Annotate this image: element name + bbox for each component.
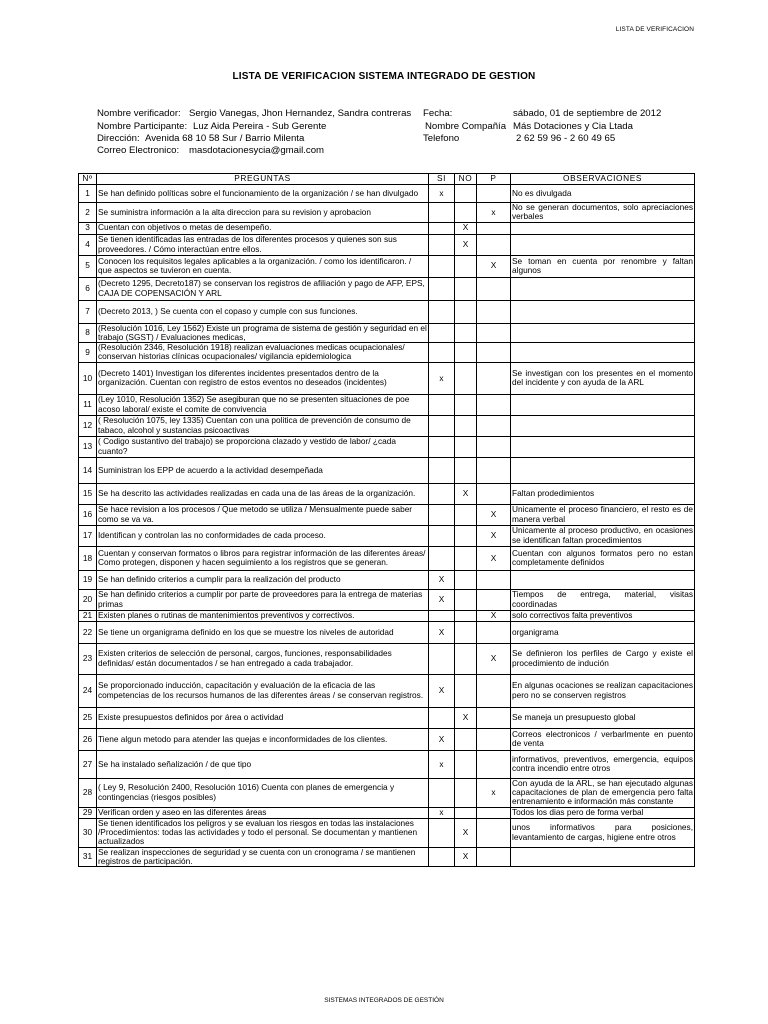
p-cell bbox=[477, 750, 511, 778]
header-no: NO bbox=[455, 174, 477, 185]
si-cell: x bbox=[429, 362, 455, 394]
no-cell bbox=[455, 589, 477, 610]
si-cell bbox=[429, 300, 455, 323]
header-p: P bbox=[477, 174, 511, 185]
observation-cell: Con ayuda de la ARL, se han ejecutado algunas capacitaciones de plan de emergencia pero falta entrenamiento e información más constante bbox=[512, 778, 693, 807]
direccion-value: Avenida 68 10 58 Sur / Barrio Milenta bbox=[145, 133, 305, 144]
observation-cell: Se definieron los perfiles de Cargo y existe el procedimiento de indución bbox=[511, 643, 695, 674]
row-number: 9 bbox=[79, 343, 97, 363]
observation-cell: Se toman en cuenta por renombre y faltan algunos bbox=[512, 255, 693, 276]
question-cell: (Ley 1010, Resolución 1352) Se asegiburan que no se presenten situaciones de poe acoso laboral/ existe el comite de convivencia bbox=[97, 394, 429, 415]
no-cell: X bbox=[455, 234, 477, 255]
no-cell bbox=[455, 674, 477, 707]
table-row bbox=[79, 504, 695, 525]
row-number: 12 bbox=[79, 415, 97, 436]
verificador-value: Sergio Vanegas, Jhon Hernandez, Sandra contreras bbox=[189, 108, 412, 119]
question-cell: Existen criterios de selección de personal, cargos, funciones, responsabilidades definidas/ están documentados / se han entregado a cada trabajador. bbox=[97, 643, 429, 674]
si-cell bbox=[429, 707, 455, 728]
table-row bbox=[79, 589, 695, 610]
table-row bbox=[79, 728, 695, 750]
question-cell: (Resolución 1016, Ley 1562) Existe un programa de sistema de gestión y seguridad en el trabajo (SGST) / Evaluaciones medicas, bbox=[98, 323, 427, 342]
row-number: 27 bbox=[79, 750, 97, 778]
header-si: SI bbox=[429, 174, 455, 185]
no-cell bbox=[455, 504, 477, 525]
fecha-value: sábado, 01 de septiembre de 2012 bbox=[513, 108, 662, 119]
question-cell: Se ha instalado señalización / de que tipo bbox=[97, 750, 429, 778]
observation-cell: organigrama bbox=[511, 621, 695, 643]
table-row bbox=[79, 621, 695, 643]
si-cell bbox=[429, 323, 455, 343]
table-row bbox=[79, 234, 695, 255]
question-cell: Conocen los requisitos legales aplicables a la organización. / como los identificaron. / que aspectos se tuvieron en cuenta. bbox=[97, 255, 429, 277]
question-cell: (Resolución 2346, Resolución 1918) realizan evaluaciones medicas ocupacionales/ conservan historias clínicas ocupacionales/ vigilancia epidemiologica bbox=[97, 343, 429, 363]
observation-cell bbox=[511, 436, 695, 457]
compania-value: Más Dotaciones y Cia Ltada bbox=[513, 121, 633, 132]
row-number: 14 bbox=[79, 457, 97, 483]
question-cell: Identifican y controlan las no conformidades de cada proceso. bbox=[97, 525, 429, 546]
observation-cell bbox=[511, 222, 695, 234]
checklist-table bbox=[78, 173, 695, 867]
row-number: 16 bbox=[79, 504, 97, 525]
p-cell bbox=[477, 394, 511, 415]
p-cell: X bbox=[477, 610, 511, 621]
no-cell bbox=[455, 255, 477, 277]
p-cell bbox=[477, 436, 511, 457]
table-row bbox=[79, 483, 695, 504]
question-cell: Verifican orden y aseo en las diferentes áreas bbox=[97, 807, 429, 818]
no-cell bbox=[455, 778, 477, 807]
row-number: 23 bbox=[79, 643, 97, 674]
observation-cell: Unicamente al proceso productivo, en ocasiones se identifican faltan procedimientos bbox=[512, 525, 693, 545]
header-observaciones: OBSERVACIONES bbox=[511, 174, 695, 185]
p-cell bbox=[477, 277, 511, 300]
row-number: 4 bbox=[79, 234, 97, 255]
row-number: 13 bbox=[79, 436, 97, 457]
question-cell: Se proporcionado inducción, capacitación y evaluación de la eficacia de las competencias de los recursos humanos de las diferentes áreas / se conservan registros. bbox=[97, 674, 429, 707]
observation-cell: No es divulgada bbox=[511, 185, 695, 203]
no-cell: X bbox=[455, 847, 477, 867]
no-cell bbox=[455, 394, 477, 415]
question-cell: Existe presupuestos definidos por área o actividad bbox=[97, 707, 429, 728]
question-cell: Se han definido criterios a cumplir por parte de proveedores para la entrega de materias primas bbox=[97, 589, 429, 610]
no-cell bbox=[455, 621, 477, 643]
no-cell: X bbox=[455, 707, 477, 728]
table-row bbox=[79, 415, 695, 436]
table-row bbox=[79, 394, 695, 415]
si-cell bbox=[429, 255, 455, 277]
no-cell bbox=[455, 343, 477, 363]
table-row bbox=[79, 185, 695, 203]
observation-cell: solo correctivos falta preventivos bbox=[511, 610, 695, 621]
observation-cell: Se investigan con los presentes en el momento del incidente y con ayuda de la ARL bbox=[511, 362, 695, 394]
correo-value: masdotacionesycia@gmail.com bbox=[189, 145, 325, 156]
question-cell: Se hace revision a los procesos / Que metodo se utiliza / Mensualmente puede saber como se va va. bbox=[97, 504, 429, 525]
observation-cell bbox=[511, 415, 695, 436]
p-cell bbox=[477, 343, 511, 363]
p-cell bbox=[477, 222, 511, 234]
question-cell: (Decreto 1401) Investigan los diferentes incidentes presentados dentro de la organización. Cuentan con registro de estos eventos no deseados (incidentes) bbox=[97, 362, 429, 394]
table-row bbox=[79, 570, 695, 589]
document-title: LISTA DE VERIFICACION SISTEMA INTEGRADO DE GESTION bbox=[232, 71, 536, 82]
no-cell bbox=[455, 277, 477, 300]
table-row bbox=[79, 222, 695, 234]
question-cell: Se ha descrito las actividades realizadas en cada una de las áreas de la organización. bbox=[97, 483, 429, 504]
p-cell bbox=[477, 483, 511, 504]
observation-cell bbox=[511, 343, 695, 363]
direccion-label: Dirección: bbox=[97, 133, 140, 144]
table-row bbox=[79, 818, 695, 847]
p-cell bbox=[477, 362, 511, 394]
compania-label: Nombre Compañía bbox=[425, 121, 507, 132]
p-cell: X bbox=[477, 525, 511, 546]
si-cell bbox=[429, 525, 455, 546]
observation-cell: Se maneja un presupuesto global bbox=[511, 707, 695, 728]
row-number: 11 bbox=[79, 394, 97, 415]
observation-cell: Unicamente el proceso financiero, el resto es de manera verbal bbox=[512, 504, 693, 524]
p-cell: X bbox=[477, 255, 511, 277]
observation-cell bbox=[511, 234, 695, 255]
si-cell bbox=[429, 504, 455, 525]
question-cell: Cuentan con objetivos o metas de desempeño. bbox=[97, 222, 429, 234]
header-num: Nº bbox=[79, 174, 97, 185]
si-cell bbox=[429, 203, 455, 223]
si-cell bbox=[429, 483, 455, 504]
question-cell: Suministran los EPP de acuerdo a la actividad desempeñada bbox=[97, 457, 429, 483]
observation-cell bbox=[511, 323, 695, 343]
table-row bbox=[79, 343, 695, 363]
no-cell: X bbox=[455, 222, 477, 234]
observation-cell: Faltan prodedimientos bbox=[511, 483, 695, 504]
row-number: 15 bbox=[79, 483, 97, 504]
observation-cell: En algunas ocaciones se realizan capacitaciones pero no se conserven registros bbox=[511, 674, 695, 707]
row-number: 29 bbox=[79, 807, 97, 818]
p-cell bbox=[477, 728, 511, 750]
question-cell: Existen planes o rutinas de mantenimientos preventivos y correctivos. bbox=[97, 610, 429, 621]
row-number: 10 bbox=[79, 362, 97, 394]
p-cell bbox=[477, 847, 511, 867]
table-row bbox=[79, 707, 695, 728]
observation-cell: Tiempos de entrega, material, visitas coordinadas bbox=[512, 589, 693, 609]
p-cell bbox=[477, 234, 511, 255]
p-cell bbox=[477, 300, 511, 323]
no-cell bbox=[455, 807, 477, 818]
observation-cell: No se generan documentos, solo apreciaciones verbales bbox=[512, 202, 693, 222]
question-cell: Tiene algun metodo para atender las quejas e inconformidades de los clientes. bbox=[97, 728, 429, 750]
header-doc-label: LISTA DE VERIFICACION bbox=[615, 26, 694, 33]
no-cell bbox=[455, 546, 477, 570]
question-cell: Se han definido políticas sobre el funcionamiento de la organización / se han divulgado bbox=[97, 185, 429, 203]
si-cell bbox=[429, 610, 455, 621]
table-row bbox=[79, 525, 695, 546]
no-cell bbox=[455, 570, 477, 589]
table-row bbox=[79, 255, 695, 277]
observation-cell: Correos electronicos / verbarlmente en puento de venta bbox=[512, 728, 693, 749]
question-cell: Se han definido criterios a cumplir para la realización del producto bbox=[97, 570, 429, 589]
observation-cell bbox=[511, 277, 695, 300]
no-cell bbox=[455, 525, 477, 546]
no-cell: X bbox=[455, 483, 477, 504]
si-cell: X bbox=[429, 570, 455, 589]
p-cell bbox=[477, 818, 511, 847]
observation-cell bbox=[511, 300, 695, 323]
si-cell bbox=[429, 546, 455, 570]
telefono-label: Telefono bbox=[423, 133, 460, 144]
no-cell: X bbox=[455, 818, 477, 847]
si-cell: X bbox=[429, 589, 455, 610]
p-cell bbox=[477, 674, 511, 707]
p-cell: x bbox=[477, 203, 511, 223]
participante-value: Luz Aida Pereira - Sub Gerente bbox=[193, 121, 327, 132]
question-cell: ( Codigo sustantivo del trabajo) se proporciona clazado y vestido de labor/ ¿cada cuanto? bbox=[97, 436, 429, 457]
row-number: 1 bbox=[79, 185, 97, 203]
table-row bbox=[79, 457, 695, 483]
question-cell: ( Ley 9, Resolución 2400, Resolución 1016) Cuenta con planes de emergencia y contingencias (riesgos posibles) bbox=[97, 778, 429, 807]
observation-cell bbox=[511, 394, 695, 415]
table-row bbox=[79, 323, 695, 343]
observation-cell: Todos los dias pero de forma verbal bbox=[511, 807, 695, 818]
fecha-label: Fecha: bbox=[423, 108, 453, 119]
p-cell bbox=[477, 323, 511, 343]
si-cell bbox=[429, 343, 455, 363]
no-cell bbox=[455, 185, 477, 203]
row-number: 20 bbox=[79, 589, 97, 610]
p-cell bbox=[477, 707, 511, 728]
si-cell: X bbox=[429, 674, 455, 707]
row-number: 31 bbox=[79, 847, 97, 867]
no-cell bbox=[455, 728, 477, 750]
p-cell bbox=[477, 621, 511, 643]
p-cell bbox=[477, 457, 511, 483]
table-row bbox=[79, 203, 695, 223]
no-cell bbox=[455, 643, 477, 674]
no-cell bbox=[455, 415, 477, 436]
si-cell bbox=[429, 222, 455, 234]
si-cell bbox=[429, 234, 455, 255]
row-number: 18 bbox=[79, 546, 97, 570]
p-cell bbox=[477, 415, 511, 436]
observation-cell bbox=[511, 847, 695, 867]
correo-label: Correo Electronico: bbox=[97, 145, 180, 156]
si-cell bbox=[429, 847, 455, 867]
si-cell bbox=[429, 818, 455, 847]
header-preguntas: PREGUNTAS bbox=[97, 174, 429, 185]
row-number: 25 bbox=[79, 707, 97, 728]
table-row bbox=[79, 807, 695, 818]
si-cell bbox=[429, 643, 455, 674]
row-number: 19 bbox=[79, 570, 97, 589]
row-number: 28 bbox=[79, 778, 97, 807]
row-number: 2 bbox=[79, 203, 97, 223]
si-cell: x bbox=[429, 750, 455, 778]
si-cell: X bbox=[429, 621, 455, 643]
no-cell bbox=[455, 610, 477, 621]
page-footer: SISTEMAS INTEGRADOS DE GESTIÓN bbox=[324, 997, 444, 1004]
si-cell bbox=[429, 277, 455, 300]
no-cell bbox=[455, 750, 477, 778]
question-cell: Se tienen identificadas las entradas de los diferentes procesos y quienes son sus proveedores. / Cómo interactúan entre ellos. bbox=[97, 234, 429, 255]
si-cell: X bbox=[429, 728, 455, 750]
p-cell: X bbox=[477, 643, 511, 674]
table-row bbox=[79, 674, 695, 707]
table-row bbox=[79, 610, 695, 621]
question-cell: ( Resolución 1075, ley 1335) Cuentan con una politica de prevención de consumo de tabaco, alcohol y sustancias psicoactivas bbox=[97, 415, 429, 436]
si-cell bbox=[429, 457, 455, 483]
si-cell: x bbox=[429, 185, 455, 203]
question-cell: (Decreto 1295, Decreto187) se conservan los registros de afiliación y pago de AFP, EPS, CAJA DE COPENSACIÓN Y ARL bbox=[97, 277, 429, 300]
question-cell: Cuentan y conservan formatos o libros para registrar información de las diferentes áreas/ Como protegen, disponen y hacen seguimiento a los registros que se generan. bbox=[97, 546, 429, 570]
observation-cell: informativos, preventivos, emergencia, equipos contra incendio entre otros bbox=[511, 750, 695, 778]
row-number: 17 bbox=[79, 525, 97, 546]
question-cell: Se tienen identificados los peligros y se evaluan los riesgos en todas las instalaciones /Procedimientos: todas las actividades y todo el personal. Se documentan y mantienen actualizados bbox=[97, 818, 429, 847]
table-row bbox=[79, 436, 695, 457]
row-number: 22 bbox=[79, 621, 97, 643]
no-cell bbox=[455, 323, 477, 343]
si-cell bbox=[429, 436, 455, 457]
observation-cell: Cuentan con algunos formatos pero no estan completamente definidos bbox=[511, 546, 695, 570]
table-row bbox=[79, 362, 695, 394]
si-cell: x bbox=[429, 807, 455, 818]
si-cell bbox=[429, 778, 455, 807]
table-row bbox=[79, 277, 695, 300]
question-cell: (Decreto 2013, ) Se cuenta con el copaso y cumple con sus funciones. bbox=[97, 300, 429, 323]
table-header-row bbox=[79, 174, 695, 185]
p-cell bbox=[477, 589, 511, 610]
no-cell bbox=[455, 300, 477, 323]
row-number: 26 bbox=[79, 728, 97, 750]
p-cell: X bbox=[477, 546, 511, 570]
si-cell bbox=[429, 394, 455, 415]
row-number: 3 bbox=[79, 222, 97, 234]
si-cell bbox=[429, 415, 455, 436]
p-cell bbox=[477, 570, 511, 589]
table-row bbox=[79, 847, 695, 867]
row-number: 30 bbox=[79, 818, 97, 847]
question-cell: Se tiene un organigrama definido en los que se muestre los niveles de autoridad bbox=[97, 621, 429, 643]
no-cell bbox=[455, 362, 477, 394]
p-cell bbox=[477, 807, 511, 818]
row-number: 8 bbox=[79, 323, 97, 343]
table-row bbox=[79, 546, 695, 570]
observation-cell bbox=[511, 570, 695, 589]
no-cell bbox=[455, 436, 477, 457]
observation-cell: unos informativos para posiciones, levantamiento de cargas, higiene entre otros bbox=[511, 818, 695, 847]
telefono-value: 2 62 59 96 - 2 60 49 65 bbox=[516, 133, 616, 144]
participante-label: Nombre Participante: bbox=[97, 121, 188, 132]
row-number: 7 bbox=[79, 300, 97, 323]
row-number: 6 bbox=[79, 277, 97, 300]
no-cell bbox=[455, 457, 477, 483]
p-cell bbox=[477, 185, 511, 203]
p-cell: X bbox=[477, 504, 511, 525]
question-cell: Se realizan inspecciones de seguridad y se cuenta con un cronograma / se mantienen registros de participación. bbox=[97, 847, 429, 867]
table-row bbox=[79, 300, 695, 323]
no-cell bbox=[455, 203, 477, 223]
row-number: 24 bbox=[79, 674, 97, 707]
row-number: 5 bbox=[79, 255, 97, 277]
table-row bbox=[79, 778, 695, 807]
table-row bbox=[79, 750, 695, 778]
table-row bbox=[79, 643, 695, 674]
verificador-label: Nombre verificador: bbox=[97, 108, 181, 119]
p-cell: x bbox=[477, 778, 511, 807]
observation-cell bbox=[511, 457, 695, 483]
question-cell: Se suministra información a la alta direccion para su revision y aprobacion bbox=[97, 203, 429, 223]
row-number: 21 bbox=[79, 610, 97, 621]
